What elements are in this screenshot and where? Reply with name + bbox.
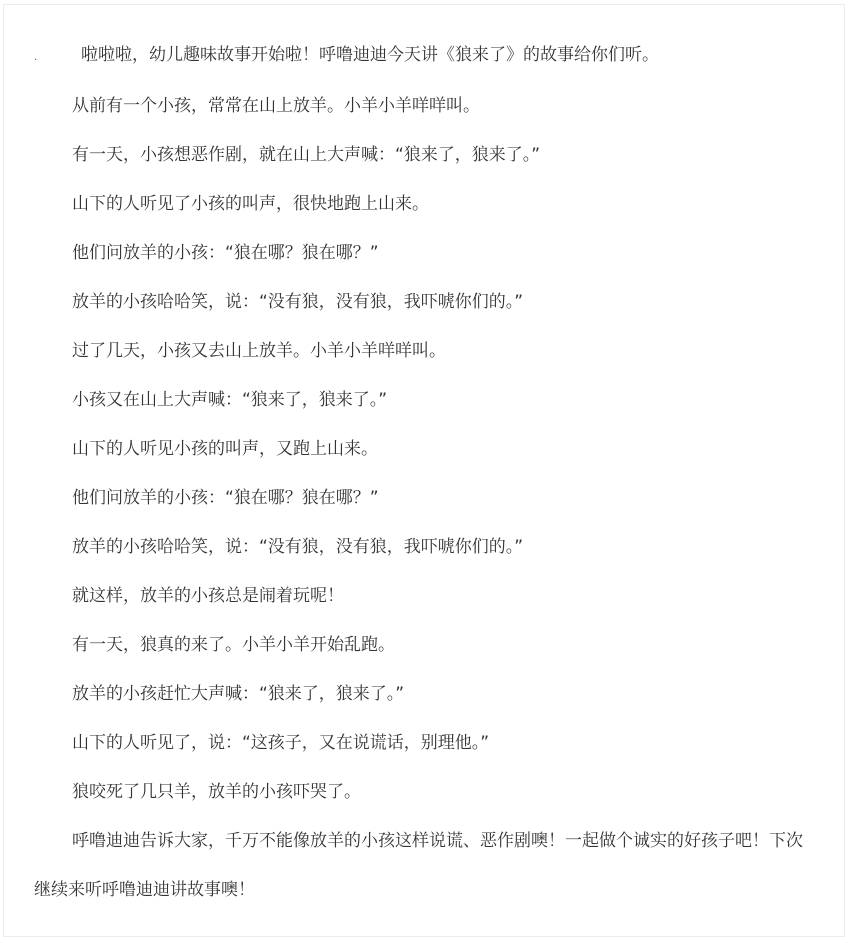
intro-text: 啦啦啦，幼儿趣味故事开始啦！呼噜迪迪今天讲《狼来了》的故事给你们听。 [81,45,659,65]
article-frame [3,4,845,937]
story-paragraph: 他们问放羊的小孩：“狼在哪？狼在哪？” [72,243,379,263]
story-paragraph: 有一天，狼真的来了。小羊小羊开始乱跑。 [72,635,395,655]
story-paragraph: 山下的人听见了，说：“这孩子，又在说谎话，别理他。” [72,733,490,753]
story-article [34,31,814,915]
story-paragraph: 小孩又在山上大声喊：“狼来了，狼来了。” [72,390,388,410]
story-paragraph: 有一天，小孩想恶作剧，就在山上大声喊：“狼来了，狼来了。” [72,145,541,165]
story-paragraph: 过了几天，小孩又去山上放羊。小羊小羊咩咩叫。 [72,341,446,361]
story-paragraph: 他们问放羊的小孩：“狼在哪？狼在哪？” [72,488,379,508]
story-paragraph: 从前有一个小孩，常常在山上放羊。小羊小羊咩咩叫。 [72,96,480,116]
story-paragraph: 山下的人听见小孩的叫声，又跑上山来。 [72,439,378,459]
story-closing-paragraph: 呼噜迪迪告诉大家，千万不能像放羊的小孩这样说谎、恶作剧噢！一起做个诚实的好孩子吧！下次继续来听呼噜迪迪讲故事噢！ [34,831,803,900]
story-paragraph: 放羊的小孩哈哈笑，说：“没有狼，没有狼，我吓唬你们的。” [72,292,524,312]
story-paragraph: 放羊的小孩赶忙大声喊：“狼来了，狼来了。” [72,684,405,704]
story-intro-paragraph [34,31,814,82]
lead-dot-mark: . [34,52,38,63]
story-paragraph: 放羊的小孩哈哈笑，说：“没有狼，没有狼，我吓唬你们的。” [72,537,524,557]
story-paragraph: 山下的人听见了小孩的叫声，很快地跑上山来。 [72,194,429,214]
story-paragraph: 就这样，放羊的小孩总是闹着玩呢！ [72,586,344,606]
story-paragraph: 狼咬死了几只羊，放羊的小孩吓哭了。 [72,782,361,802]
